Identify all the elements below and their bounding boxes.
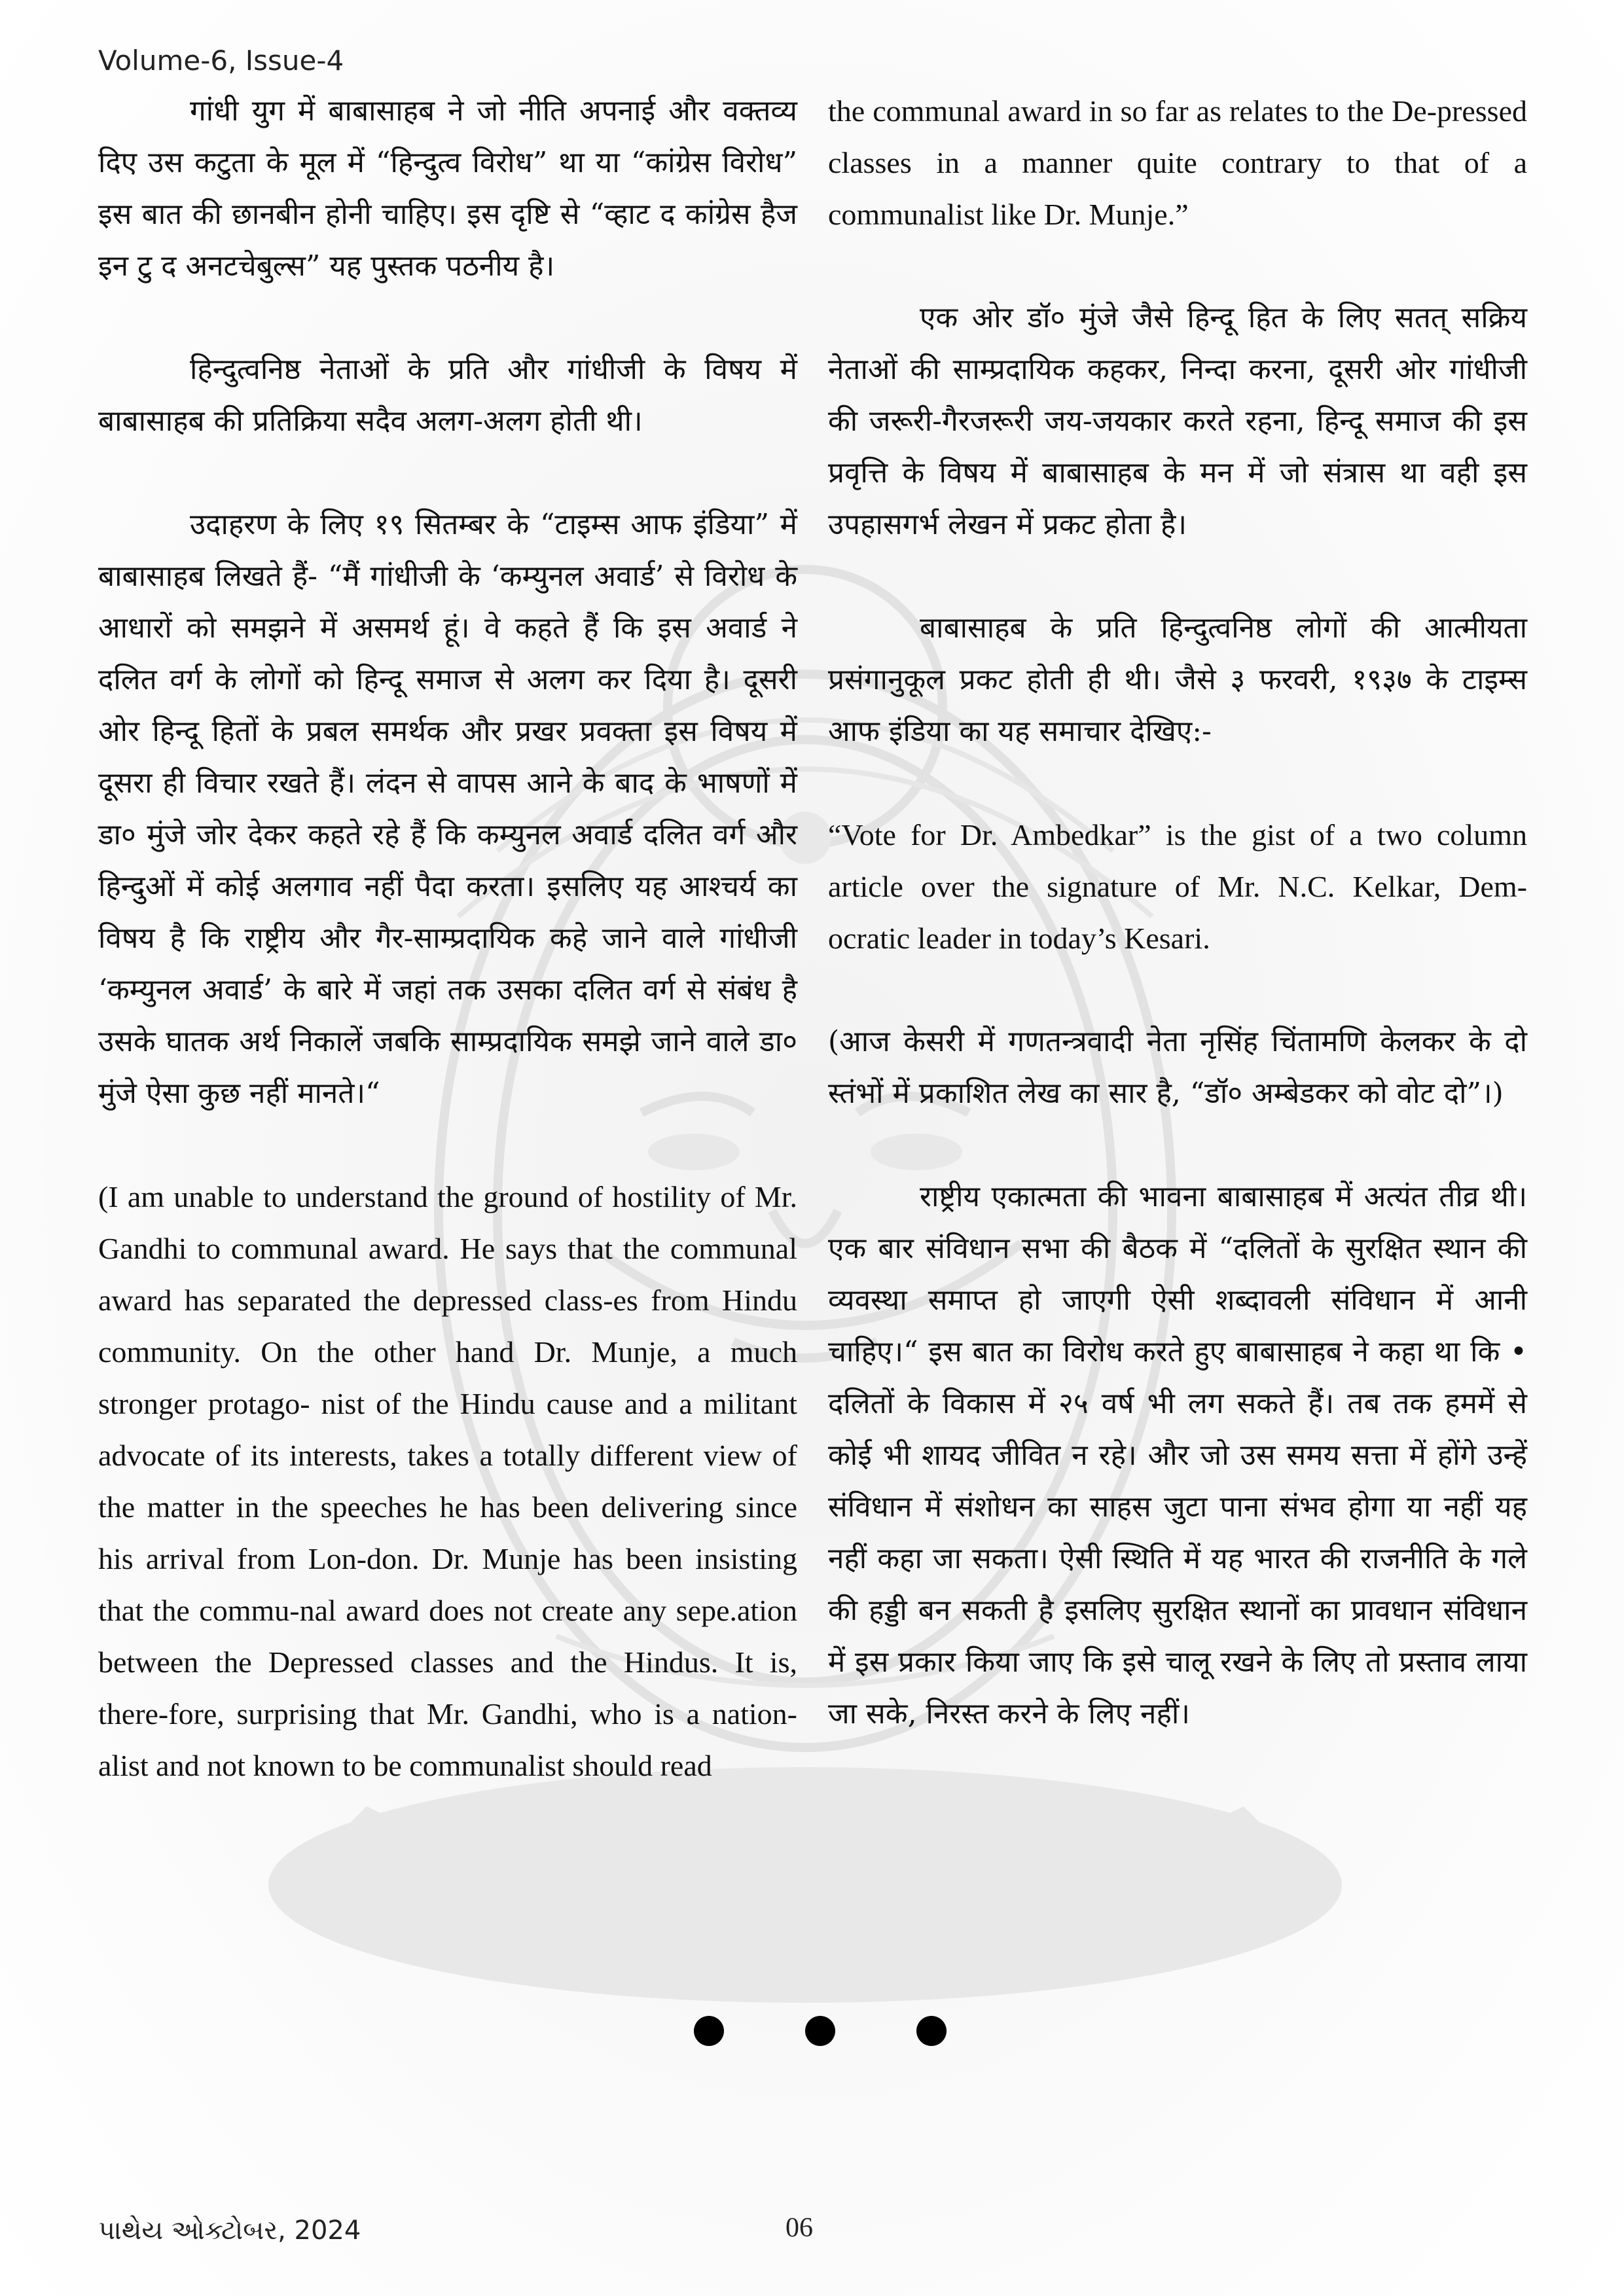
dot-icon <box>805 2016 835 2046</box>
dot-icon <box>916 2016 947 2046</box>
dot-icon <box>694 2016 724 2046</box>
section-separator-dots <box>681 2016 956 2055</box>
right-paragraph-4-english-news: “Vote for Dr. Ambedkar” is the gist of a two column article over the signature of Mr. N.C. Kelkar, Dem-ocratic leader in today’s Kesari. <box>828 818 1527 955</box>
right-paragraph-1-english-quote: the communal award in so far as relates to the De-pressed classes in a manner quite contrary to that of a communalist like Dr. Munje.” <box>828 94 1527 231</box>
left-paragraph-4-english-quote: (I am unable to understand the ground of hostility of Mr. Gandhi to communal award. He says that the communal award has separated the depressed class-es from Hindu community. On the other hand Dr. Munje, a much stronger protago- nist of the Hindu cause and a militant advocate of its interests, takes a totally different view of the matter in the speeches he has been delivering since his arrival from Lon-don. Dr. Munje has been insisting that the commu-nal award does not create any sepe.ation between the Depressed classes and the Hindus. It is, there-fore, surprising that Mr. Gandhi, who is a nation-alist and not known to be communalist should read <box>98 1180 797 1782</box>
right-paragraph-6: राष्ट्रीय एकात्मता की भावना बाबासाहब में अत्यंत तीव्र थी। एक बार संविधान सभा की बैठक में “दलितों के सुरक्षित स्थान की व्यवस्था समाप्त हो जाएगी ऐसी शब्दावली संविधान में आनी चाहिए।“ इस बात का विरोध करते हुए बाबासाहब ने कहा था कि • दलितों के विकास में २५ वर्ष भी लग सकते हैं। तब तक हममें से कोई भी शायद जीवित न रहे। और जो उस समय सत्ता में होंगे उन्हें संविधान में संशोधन का साहस जुटा पाना संभव होगा या नहीं यह नहीं कहा जा सकता। ऐसी स्थिति में यह भारत की राजनीति के गले की हड्डी बन सकती है इसलिए सुरक्षित स्थानों का प्रावधान संविधान में इस प्रकार किया जाए कि इसे चालू रखने के लिए तो प्रस्ताव लाया जा सके, निरस्त करने के लिए नहीं। <box>828 1180 1527 1731</box>
left-paragraph-2: हिन्दुत्वनिष्ठ नेताओं के प्रति और गांधीजी के विषय में बाबासाहब की प्रतिक्रिया सदैव अलग-अलग होती थी। <box>98 353 797 438</box>
issue-header: Volume-6, Issue-4 <box>98 45 344 77</box>
right-paragraph-3: बाबासाहब के प्रति हिन्दुत्वनिष्ठ लोगों की आत्मीयता प्रसंगानुकूल प्रकट होती ही थी। जैसे ३ फरवरी, १९३७ के टाइम्स आफ इंडिया का यह समाचार देखिए:- <box>828 611 1527 748</box>
footer-magazine-title: પાથેય ઓક્ટોબર, 2024 <box>98 2215 361 2246</box>
footer-page-number: 06 <box>785 2213 813 2243</box>
left-paragraph-1: गांधी युग में बाबासाहब ने जो नीति अपनाई और वक्तव्य दिए उस कटुता के मूल में “हिन्दुत्व विरोध” था या “कांग्रेस विरोध” इस बात की छानबीन होनी चाहिए। इस दृष्टि से “व्हाट द कांग्रेस हैज इन टु द अनटचेबुल्स” यह पुस्तक पठनीय है। <box>98 94 797 283</box>
left-paragraph-3: उदाहरण के लिए १९ सितम्बर के “टाइम्स आफ इंडिया” में बाबासाहब लिखते हैं- “मैं गांधीजी के ‘कम्युनल अवार्ड’ से विरोध के आधारों को समझने में असमर्थ हूं। वे कहते हैं कि इस अवार्ड ने दलित वर्ग के लोगों को हिन्दू समाज से अलग कर दिया है। दूसरी ओर हिन्दू हितों के प्रबल समर्थक और प्रखर प्रवक्ता इस विषय में दूसरा ही विचार रखते हैं। लंदन से वापस आने के बाद के भाषणों में डा० मुंजे जोर देकर कहते रहे हैं कि कम्युनल अवार्ड दलित वर्ग और हिन्दुओं में कोई अलगाव नहीं पैदा करता। इसलिए यह आश्चर्य का विषय है कि राष्ट्रीय और गैर-साम्प्रदायिक कहे जाने वाले गांधीजी ‘कम्युनल अवार्ड’ के बारे में जहां तक उसका दलित वर्ग से संबंध है उसके घातक अर्थ निकालें जबकि साम्प्रदायिक समझे जाने वाले डा० मुंजे ऐसा कुछ नहीं मानते।“ <box>98 508 797 1110</box>
right-column <box>828 85 1527 1740</box>
right-paragraph-2: एक ओर डॉ० मुंजे जैसे हिन्दू हित के लिए सतत् सक्रिय नेताओं की साम्प्रदायिक कहकर, निन्दा करना, दूसरी ओर गांधीजी की जरूरी-गैरजरूरी जय-जयकार करते रहना, हिन्दू समाज की इस प्रवृत्ति के विषय में बाबासाहब के मन में जो संत्रास था वही इस उपहासगर्भ लेखन में प्रकट होता है। <box>828 301 1527 541</box>
left-column <box>98 85 797 1791</box>
right-paragraph-5: (आज केसरी में गणतन्त्रवादी नेता नृसिंह चिंतामणि केलकर के दो स्तंभों में प्रकाशित लेख का सार है, “डॉ० अम्बेडकर को वोट दो”।) <box>828 1025 1527 1110</box>
